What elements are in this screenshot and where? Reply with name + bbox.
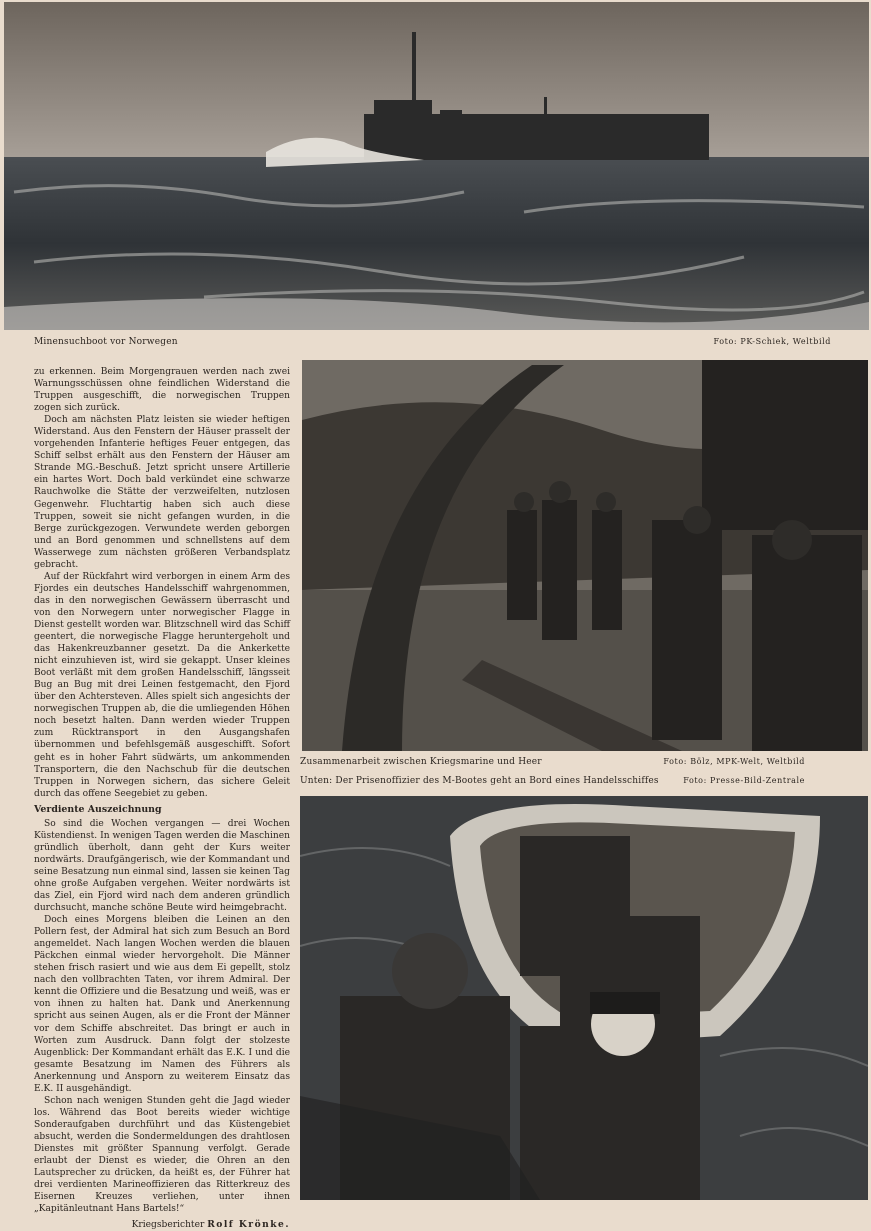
- middle-photo-soldiers-disembarking: [302, 360, 868, 751]
- article-paragraph: Schon nach wenigen Stunden geht die Jagd wieder los. Während das Boot bereits wieder wichtige Sonderaufgaben durchführt und das Küstengebiet absucht, werden die Sondermeldungen des drahtlosen Dienstes mit größter Spannung verfolgt. Gerade erlaubt der Dienst es wieder, die Ohren an den Lautsprecher zu drücken, da heißt es, der Führer hat drei verdienten Marineoffizieren das Ritterkreuz des Eisernen Kreuzes verliehen, unter ihnen „Kapitänleutnant Hans Bartels!“: [34, 1095, 290, 1215]
- article-paragraph: Auf der Rückfahrt wird verborgen in einem Arm des Fjordes ein deutsches Handelsschiff wahrgenommen, das in den norwegischen Gewässern überrascht und von den Norwegern unter norwegischer Flagge in Dienst gestellt worden war. Blitzschnell wird das Schiff geentert, die norwegische Flagge heruntergeholt und das Hakenkreuzbanner gesetzt. Da die Ankerkette nicht einzuhieven ist, wird sie gekappt. Unser kleines Boot verläßt mit dem großen Handelsschiff, längsseit Bug an Bug mit drei Leinen festgemacht, den Fjord über den Achtersteven. Alles spielt sich angesichts der norwegischen Truppen ab, die die umliegenden Höhen noch besetzt halten. Dann werden wieder Truppen zum Rücktransport in den Ausgangshafen übernommen und befehlsgemäß ausgeschifft. Sofort geht es in hoher Fahrt südwärts, um ankommenden Transportern, die den Nachschub für die deutschen Truppen in Norwegen sichern, das sichere Geleit durch das offene Seegebiet zu geben.: [34, 571, 290, 799]
- article-paragraph: Doch am nächsten Platz leisten sie wieder heftigen Widerstand. Aus den Fenstern der Häuser prasselt der vorgehenden Infanterie heftiges Feuer entgegen, das Schiff selbst erhält aus den Fenstern der Häuser am Strande MG.-Beschuß. Jetzt spricht unsere Artillerie ein hartes Wort. Doch bald verkündet eine schwarze Rauchwolke die Stätte der verzweifelten, nutzlosen Gegenwehr. Fluchtartig haben sich auch diese Truppen, soweit sie nicht gefangen wurden, in die Berge zurückgezogen. Verwundete werden geborgen und an Bord genommen und schnellstens auf dem Wasserwege zum nächsten größeren Verbandsplatz gebracht.: [34, 415, 290, 570]
- top-photo-credit: Foto: PK-Schiek, Weltbild: [713, 337, 831, 346]
- byline: [34, 1219, 290, 1231]
- byline-label: Kriegsberichter: [131, 1220, 205, 1231]
- byline-author: Rolf Krönke.: [207, 1219, 290, 1231]
- article-column: [34, 366, 290, 1231]
- article-heading: Verdiente Auszeichnung: [34, 803, 162, 815]
- middle-photo-caption: Zusammenarbeit zwischen Kriegsmarine und Heer: [300, 757, 542, 767]
- bottom-photo-prize-officer: [300, 796, 868, 1200]
- bottom-photo-caption: Unten: Der Prisenoffizier des M-Bootes geht an Bord eines Handelsschiffes: [300, 776, 659, 786]
- article-paragraph: zu erkennen. Beim Morgengrauen werden nach zwei Warnungsschüssen ohne feindlichen Widerstand die Truppen ausgeschifft, die norwegischen Truppen zogen sich zurück.: [34, 367, 290, 414]
- article-paragraph: So sind die Wochen vergangen — drei Wochen Küstendienst. In wenigen Tagen werden die Maschinen gründlich überholt, dann geht der Kurs weiter nordwärts. Draufgängerisch, wie der Kommandant und seine Besatzung nun einmal sind, lassen sie keinen Tag ohne große Aufgaben vergehen. Weiter nordwärts ist das Ziel, ein Fjord wird nach dem anderen gründlich durchsucht, manche schöne Beute wird heimgebracht.: [34, 818, 290, 914]
- middle-photo-credit: Foto: Bölz, MPK-Welt, Weltbild: [663, 757, 805, 766]
- top-photo-caption: Minensuchboot vor Norwegen: [34, 337, 178, 347]
- bottom-photo-credit: Foto: Presse-Bild-Zentrale: [683, 776, 805, 785]
- article-paragraph: Doch eines Morgens bleiben die Leinen an den Pollern fest, der Admiral hat sich zum Besuch an Bord angemeldet. Nach langen Wochen werden die blauen Päckchen einmal wieder hervorgeholt. Die Männer stehen frisch rasiert und wie aus dem Ei gepellt, stolz nach den vollbrachten Taten, vor ihrem Admiral. Der kennt die Offiziere und die Besatzung und weiß, was er von ihnen zu halten hat. Dank und Anerkennung spricht aus seinen Augen, als er die Front der Männer vor dem Schiffe abschreitet. Das bringt er auch in Worten zum Ausdruck. Dann folgt der stolzeste Augenblick: Der Kommandant erhält das E.K. I und die gesamte Besatzung im Namen des Führers als Anerkennung und Ansporn zu weiterem Einsatz das E.K. II ausgehändigt.: [34, 915, 290, 1094]
- top-photo-minesweeper: [4, 2, 869, 330]
